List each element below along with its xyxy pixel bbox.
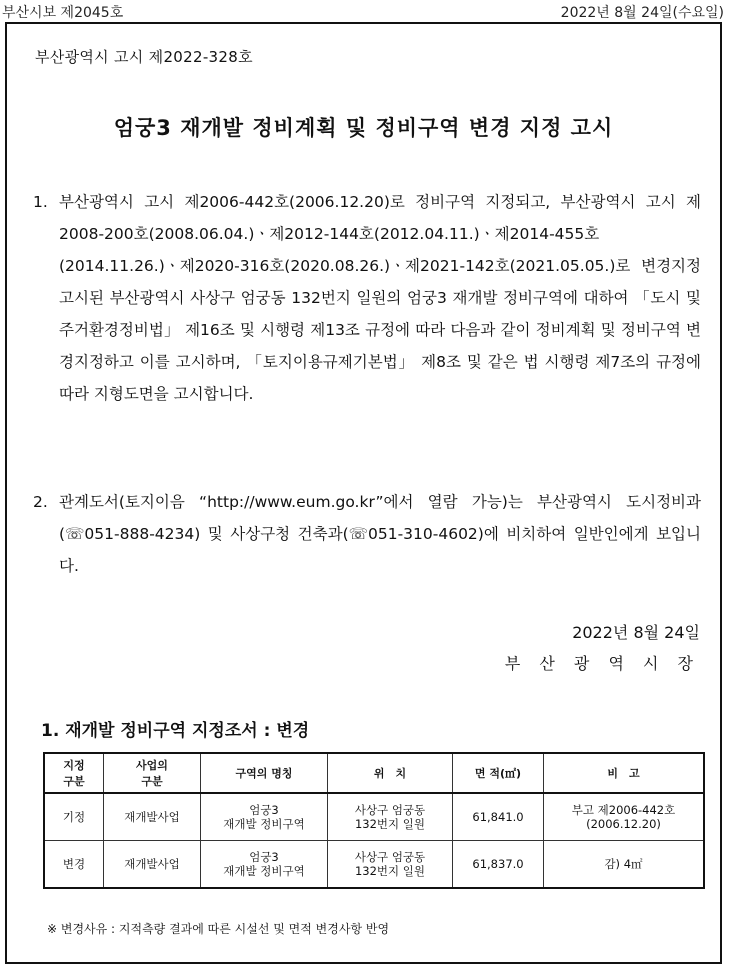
table-header-cell: 비 고 — [544, 753, 705, 793]
table-cell: 61,841.0 — [453, 793, 544, 841]
notice-number: 부산광역시 고시 제2022-328호 — [35, 48, 253, 66]
signature-date: 2022년 8월 24일 — [572, 623, 700, 642]
paragraph-2 — [33, 486, 701, 582]
table-cell: 기정 — [44, 793, 104, 841]
table-header-cell: 사업의 구분 — [104, 753, 201, 793]
signature-issuer: 부 산 광 역 시 장 — [504, 654, 700, 673]
publication-date: 2022년 8월 24일(수요일) — [560, 5, 724, 21]
table-cell: 변경 — [44, 841, 104, 889]
section-title: 1. 재개발 정비구역 지정조서 : 변경 — [41, 721, 310, 741]
paragraph-text: 관계도서(토지이음 “http://www.eum.go.kr”에서 열람 가능)는 부산광역시 도시정비과(☏051-888-4234) 및 사상구청 건축과(☏051-310-4602)에 비치하여 일반인에게 보입니다. — [59, 493, 701, 575]
table-cell: 감) 4㎡ — [544, 841, 705, 889]
table-header-cell: 면 적(㎡) — [453, 753, 544, 793]
table-cell: 부고 제2006-442호 (2006.12.20) — [544, 793, 705, 841]
paragraph-number: 2. — [33, 493, 48, 511]
table-cell: 엄궁3 재개발 정비구역 — [201, 841, 328, 889]
paragraph-text: 부산광역시 고시 제2006-442호(2006.12.20)로 정비구역 지정되고, 부산광역시 고시 제2008-200호(2008.06.04.)ㆍ제2012-144호(2012.04.11.)ㆍ제2014-455호(2014.11.26.)ㆍ제2020-316호(2020.08.26.)ㆍ제2021-142호(2021.05.05.)로 변경지정 고시된 부산광역시 사상구 엄궁동 132번지 일원의 엄궁3 재개발 정비구역에 대하여 「도시 및 주거환경정비법」 제16조 및 시행령 제13조 규정에 따라 다음과 같이 정비계획 및 정비구역 변경지정하고 이를 고시하며, 「토지이용규제기본법」 제8조 및 같은 법 시행령 제7조의 규정에 따라 지형도면을 고시합니다. — [59, 193, 701, 403]
notice-frame — [5, 22, 722, 964]
notice-title: 엄궁3 재개발 정비계획 및 정비구역 변경 지정 고시 — [113, 116, 614, 140]
table-header-cell: 구역의 명칭 — [201, 753, 328, 793]
table-cell: 재개발사업 — [104, 841, 201, 889]
table-cell: 61,837.0 — [453, 841, 544, 889]
paragraph-number: 1. — [33, 193, 48, 211]
table-row — [44, 841, 704, 889]
table-header-row — [44, 753, 704, 793]
publication-issue: 부산시보 제2045호 — [2, 5, 124, 21]
table-header-cell: 위 치 — [328, 753, 453, 793]
table-cell: 사상구 엄궁동 132번지 일원 — [328, 841, 453, 889]
change-reason-note: ※ 변경사유 : 지적측량 결과에 따른 시설선 및 면적 변경사항 반영 — [47, 922, 390, 936]
designation-table — [43, 752, 705, 889]
table-cell: 사상구 엄궁동 132번지 일원 — [328, 793, 453, 841]
table-row — [44, 793, 704, 841]
paragraph-1 — [33, 186, 701, 410]
table-cell: 재개발사업 — [104, 793, 201, 841]
page-header — [0, 0, 730, 22]
table-header-cell: 지정 구분 — [44, 753, 104, 793]
table-cell: 엄궁3 재개발 정비구역 — [201, 793, 328, 841]
